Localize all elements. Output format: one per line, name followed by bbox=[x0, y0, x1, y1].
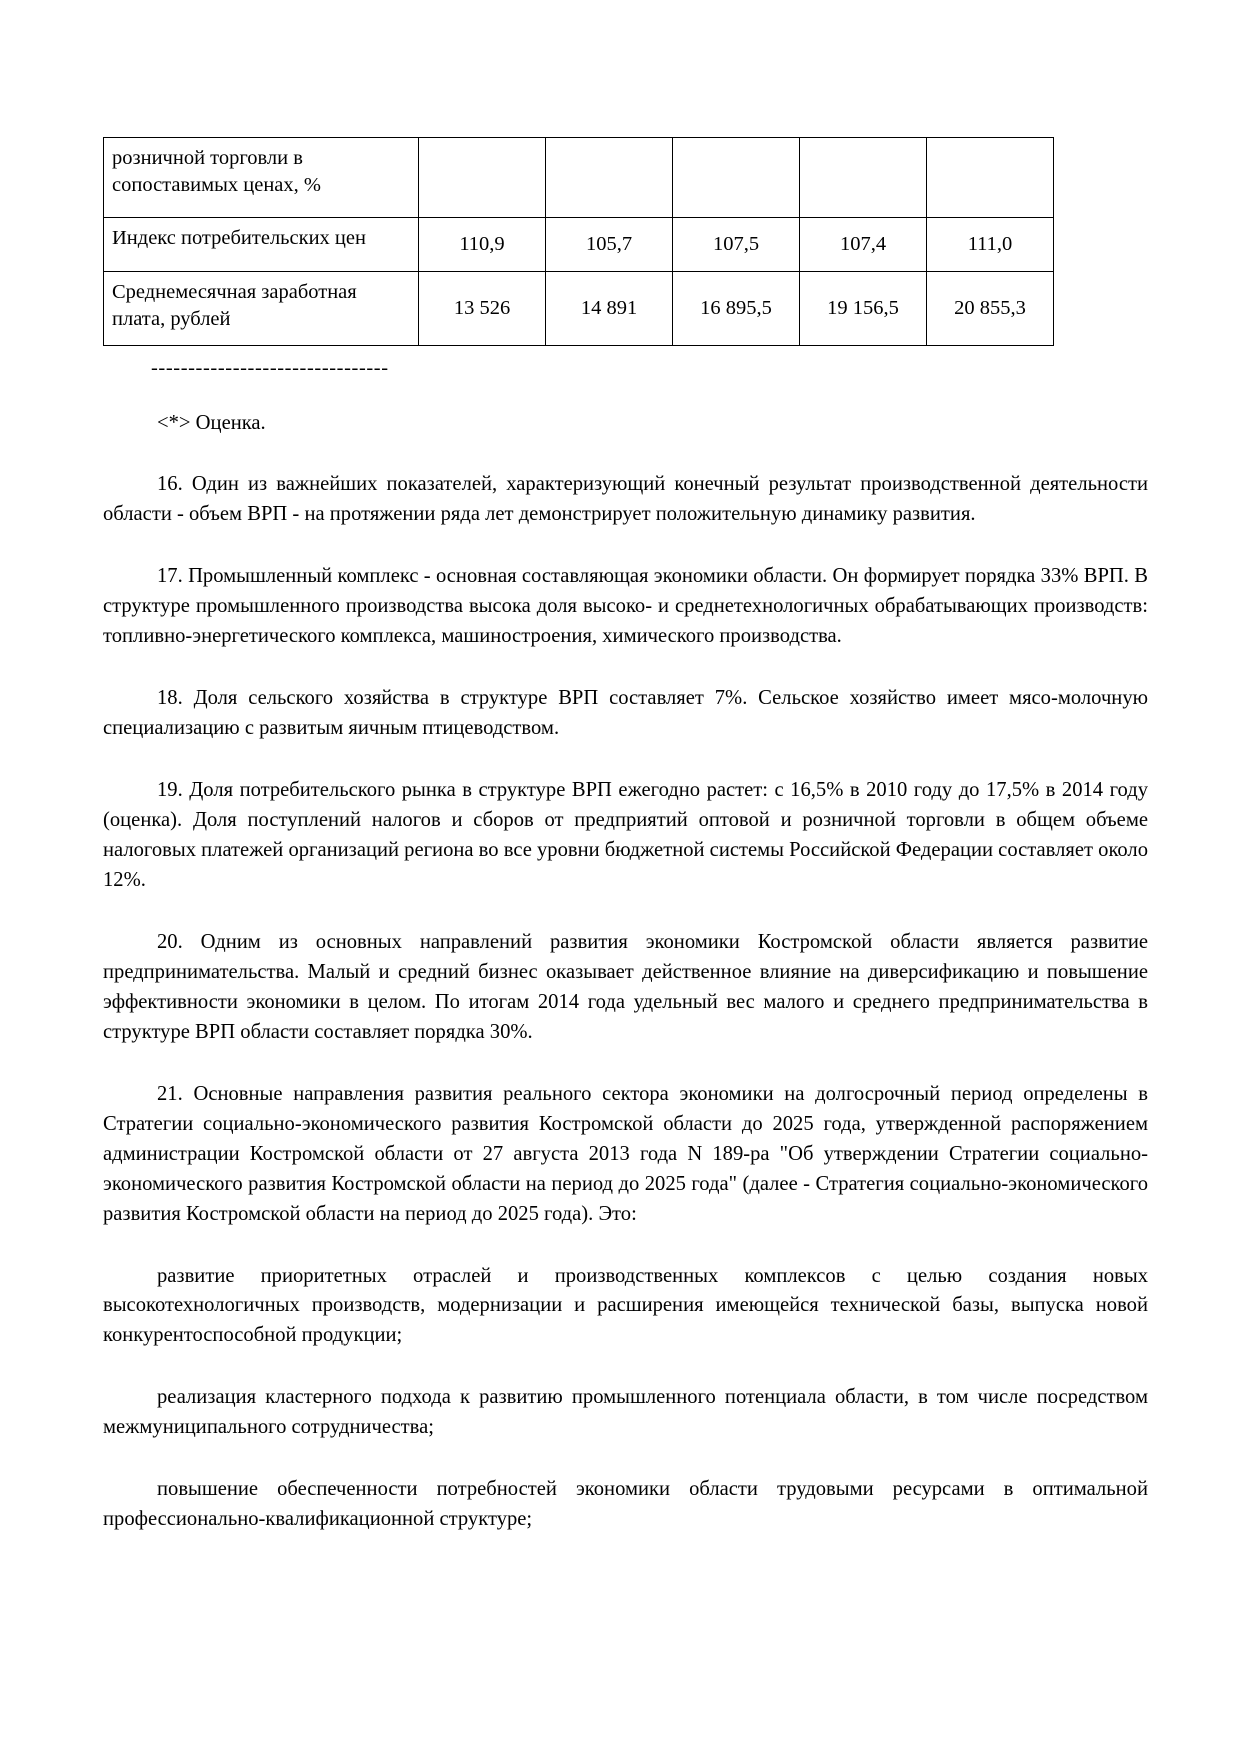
table-cell-label: розничной торговли в сопоставимых ценах, % bbox=[104, 138, 419, 218]
table-row bbox=[104, 272, 1054, 346]
table-cell-value: 13 526 bbox=[419, 272, 546, 346]
table-cell-value bbox=[546, 138, 673, 218]
table-cell-value: 111,0 bbox=[927, 218, 1054, 272]
table-cell-value: 14 891 bbox=[546, 272, 673, 346]
list-item-cluster-approach: реализация кластерного подхода к развитию промышленного потенциала области, в том числе посредством межмуниципального сотрудничества; bbox=[103, 1386, 1148, 1439]
table-cell-value bbox=[800, 138, 927, 218]
paragraph-19: 19. Доля потребительского рынка в структуре ВРП ежегодно растет: с 16,5% в 2010 году до 17,5% в 2014 году (оценка). Доля поступлений налогов и сборов от предприятий оптовой и розничной торговли в общем объеме налоговых платежей организаций региона во все уровни бюджетной системы Российской Федерации составляет около 12%. bbox=[103, 779, 1149, 891]
table-cell-value bbox=[927, 138, 1054, 218]
table-row bbox=[104, 218, 1054, 272]
table-cell-value: 107,5 bbox=[673, 218, 800, 272]
paragraph-17: 17. Промышленный комплекс - основная составляющая экономики области. Он формирует порядка 33% ВРП. В структуре промышленного производства высока доля высоко- и среднетехнологичных обрабатывающих производств: топливно-энергетического комплекса, машиностроения, химического производства. bbox=[103, 565, 1148, 648]
table-cell-value bbox=[673, 138, 800, 218]
footnote-text: <*> Оценка. bbox=[157, 411, 266, 434]
list-item-priority-industries: развитие приоритетных отраслей и производственных комплексов с целью создания новых высокотехнологичных производств, модернизации и расширения имеющейся технической базы, выпуска новой конкурентоспособной продукции; bbox=[103, 1264, 1148, 1347]
paragraph-18: 18. Доля сельского хозяйства в структуре ВРП составляет 7%. Сельское хозяйство имеет мясо-молочную специализацию с развитым яичным птицеводством. bbox=[103, 687, 1148, 740]
document-body bbox=[103, 350, 1148, 1535]
table-cell-label: Среднемесячная заработная плата, рублей bbox=[104, 272, 419, 346]
table-row bbox=[104, 138, 1054, 218]
table-cell-value: 20 855,3 bbox=[927, 272, 1054, 346]
table-cell-value: 16 895,5 bbox=[673, 272, 800, 346]
table-cell-value: 107,4 bbox=[800, 218, 927, 272]
paragraph-21: 21. Основные направления развития реального сектора экономики на долгосрочный период определены в Стратегии социально-экономического развития Костромской области до 2025 года, утвержденной распоряжением администрации Костромской области от 27 августа 2013 года N 189-ра "Об утверждении Стратегии социально-экономического развития Костромской области на период до 2025 года" (далее - Стратегия социально-экономического развития Костромской области на период до 2025 года). Это: bbox=[103, 1082, 1148, 1225]
table-cell-label: Индекс потребительских цен bbox=[104, 218, 419, 272]
table-cell-value: 110,9 bbox=[419, 218, 546, 272]
table-cell-value bbox=[419, 138, 546, 218]
footnote-separator: -------------------------------- bbox=[151, 357, 389, 379]
table-cell-value: 19 156,5 bbox=[800, 272, 927, 346]
list-item-labor-resources: повышение обеспеченности потребностей экономики области трудовыми ресурсами в оптимальной профессионально-квалификационной структуре; bbox=[103, 1478, 1148, 1531]
table-cell-value: 105,7 bbox=[546, 218, 673, 272]
paragraph-16: 16. Один из важнейших показателей, характеризующий конечный результат производственной деятельности области - объем ВРП - на протяжении ряда лет демонстрирует положительную динамику развития. bbox=[103, 473, 1148, 526]
indicators-table-container bbox=[103, 137, 1026, 346]
socio-economic-indicators-table bbox=[103, 137, 1054, 346]
paragraph-20: 20. Одним из основных направлений развития экономики Костромской области является развитие предпринимательства. Малый и средний бизнес оказывает действенное влияние на диверсификацию и повышение эффективности экономики в целом. По итогам 2014 года удельный вес малого и среднего предпринимательства в структуре ВРП области составляет порядка 30%. bbox=[103, 930, 1148, 1043]
